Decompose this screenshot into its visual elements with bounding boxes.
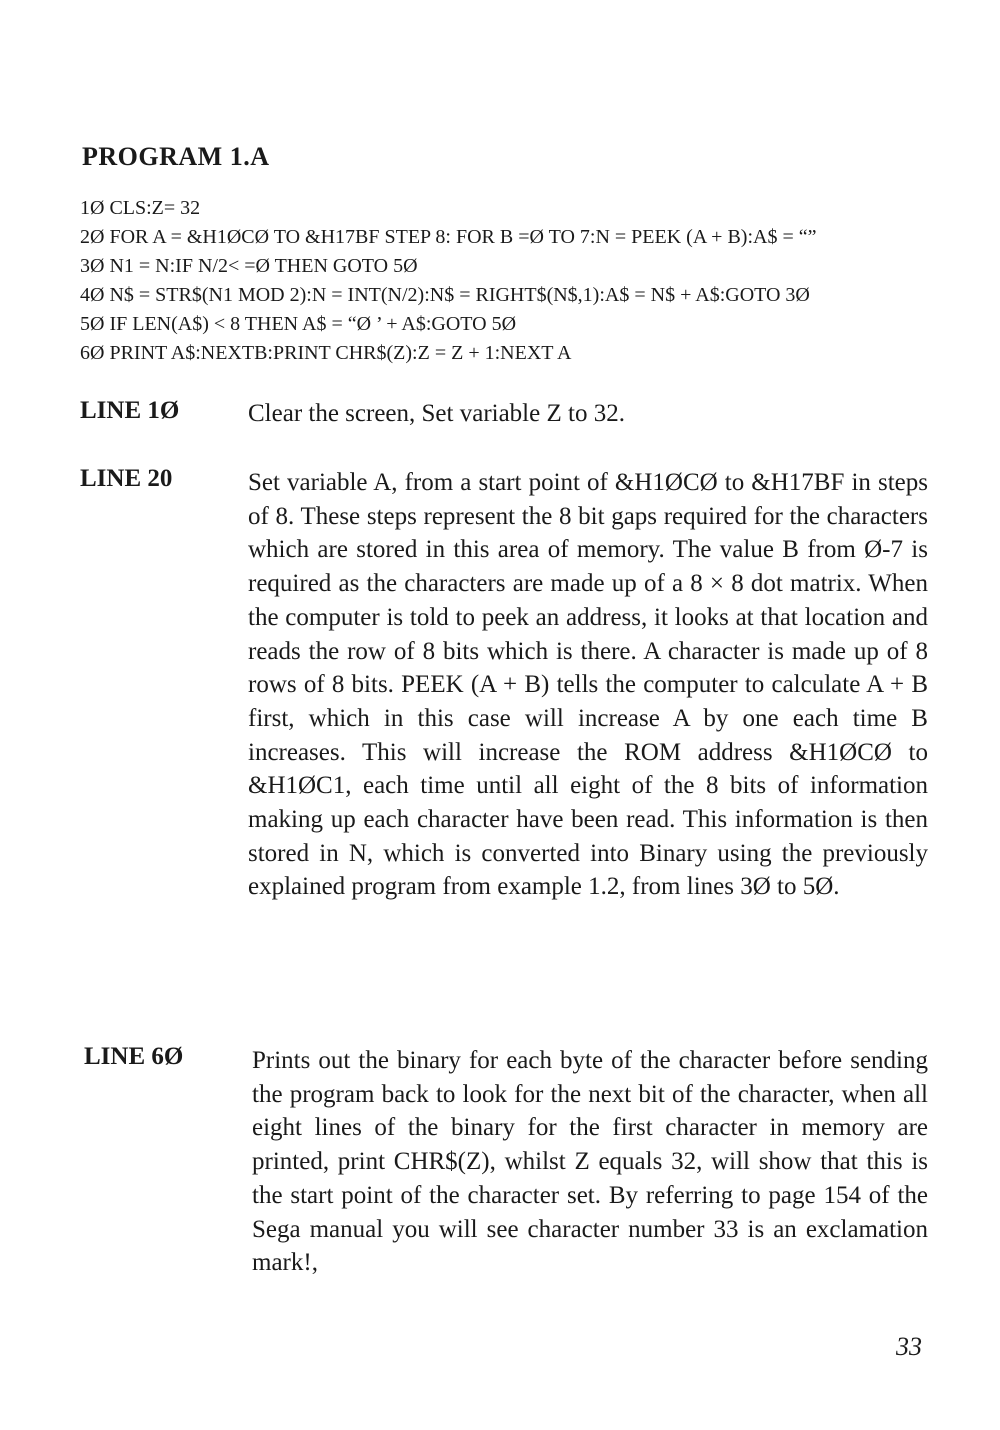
code-line: 6Ø PRINT A$:NEXTB:PRINT CHR$(Z):Z = Z + 1:NEXT A (80, 342, 572, 364)
line-60-description: Prints out the binary for each byte of the character before sending the program back to look for the next bit of the character, when all eight lines of the binary for the first character in memory are printed, print CHR$(Z), whilst Z equals 32, will show that this is the start point of the character set. By referring to page 154 of the Sega manual you will see character number 33 is an exclamation mark!, (252, 1047, 928, 1277)
code-line: 5Ø IF LEN(A$) < 8 THEN A$ = “Ø ’ + A$:GOTO 5Ø (80, 313, 517, 335)
line-10-label: LINE 1Ø (80, 397, 180, 424)
line-10-description: Clear the screen, Set variable Z to 32. (248, 400, 625, 427)
code-line: 4Ø N$ = STR$(N1 MOD 2):N = INT(N/2):N$ = RIGHT$(N$,1):A$ = N$ + A$:GOTO 3Ø (80, 284, 810, 306)
code-line: 1Ø CLS:Z= 32 (80, 197, 201, 219)
code-line: 3Ø N1 = N:IF N/2< =Ø THEN GOTO 5Ø (80, 255, 418, 277)
program-title: PROGRAM 1.A (82, 142, 270, 171)
code-listing (80, 194, 940, 368)
line-20-label: LINE 20 (80, 465, 173, 492)
line-20-description: Set variable A, from a start point of &H1ØCØ to &H17BF in steps of 8. These steps represent the 8 bit gaps required for the characters which are stored in this area of memory. The value B from Ø-7 is required as the characters are made up of a 8 × 8 dot matrix. When the computer is told to peek an address, it looks at that location and reads the row of 8 bits which is there. A character is made up of 8 rows of 8 bits. PEEK (A + B) tells the computer to calculate A + B first, which in this case will increase A by one each time B increases. This will increase the ROM address &H1ØCØ to &H1ØC1, each time until all eight of the 8 bits of information making up each character have been read. This information is then stored in N, which is converted into Binary using the previously explained program from example 1.2, from lines 3Ø to 5Ø. (248, 469, 928, 901)
page-number: 33 (896, 1332, 922, 1361)
code-line: 2Ø FOR A = &H1ØCØ TO &H17BF STEP 8: FOR B =Ø TO 7:N = PEEK (A + B):A$ = “” (80, 226, 817, 248)
line-60-label: LINE 6Ø (84, 1043, 184, 1070)
